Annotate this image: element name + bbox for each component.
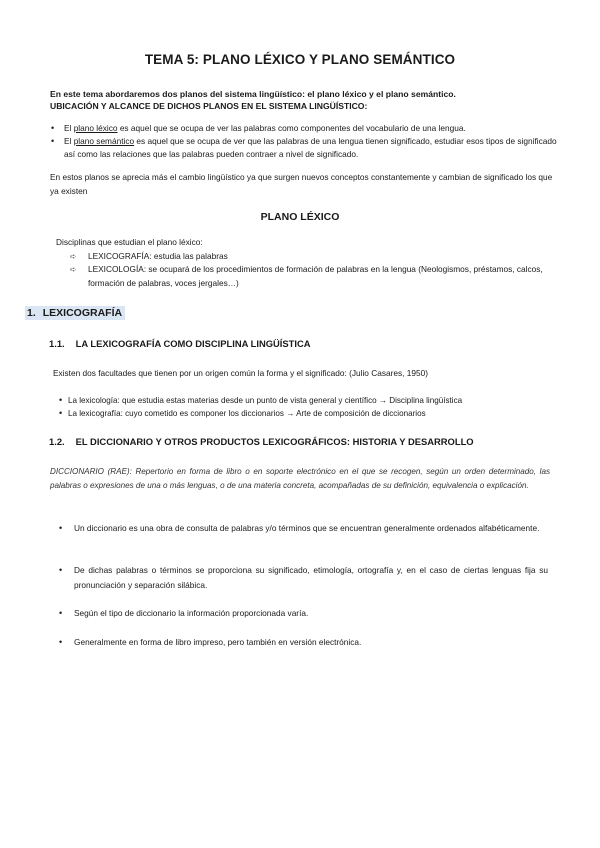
intro-bullet-list <box>50 122 560 161</box>
intro-block <box>50 88 456 112</box>
list-item <box>50 122 560 135</box>
subsection-title: EL DICCIONARIO Y OTROS PRODUCTOS LEXICOGRÁFICOS: HISTORIA Y DESARROLLO <box>75 436 474 447</box>
list-item <box>58 563 548 592</box>
section-number: 1. <box>27 307 36 319</box>
list-item: • La lexicografía: cuyo cometido es componer los diccionarios → Arte de composición de diccionarios <box>58 407 558 420</box>
list-item <box>50 135 560 161</box>
bullet-text: El <box>64 123 74 133</box>
intro-paragraph: En estos planos se aprecia más el cambio lingüístico ya que surgen nuevos conceptos constantemente y cambian de significado los que ya existen <box>50 172 553 196</box>
arrow-icon: ➪ <box>70 265 77 275</box>
bullet-text: • De dichas palabras o términos se proporciona su significado, etimología, ortografía y, en el caso de ciertas lenguas fija su pronunciación y separación silábica. <box>58 563 548 592</box>
list-item: • La lexicología: que estudia estas materias desde un punto de vista general y científico → Disciplina lingüística <box>58 394 558 407</box>
bullet-text: • Generalmente en forma de libro impreso, pero también en versión electrónica. <box>58 635 548 650</box>
section-title: LEXICOGRAFÍA <box>42 307 123 319</box>
page-title: TEMA 5: PLANO LÉXICO Y PLANO SEMÁNTICO <box>144 52 456 67</box>
faculties-text: Existen dos facultades que tienen por un origen común la forma y el significado: (Julio Casares, 1950) <box>53 368 428 378</box>
item-text: LEXICOGRAFÍA: estudia las palabras <box>88 251 228 261</box>
section-heading-lexicografia <box>25 306 125 320</box>
term-plano-semantico: plano semántico <box>73 136 135 146</box>
term-plano-lexico: plano léxico <box>73 123 118 133</box>
disciplines-list <box>70 250 560 290</box>
list-item <box>58 521 548 536</box>
list-item <box>70 263 560 290</box>
list-item <box>70 250 560 263</box>
bullet-text: El <box>64 136 74 146</box>
heading-plano-lexico: PLANO LÉXICO <box>260 211 340 223</box>
bullet-text: • Un diccionario es una obra de consulta de palabras y/o términos que se encuentran generalmente ordenados alfabéticamente. <box>58 521 548 536</box>
bullet-text: • Según el tipo de diccionario la información proporcionada varía. <box>58 606 548 621</box>
subsection-heading-1-2 <box>49 436 474 447</box>
subsection-number: 1.2. <box>49 436 65 447</box>
subsection-number: 1.1. <box>49 338 65 349</box>
intro-subheading: UBICACIÓN Y ALCANCE DE DICHOS PLANOS EN EL SISTEMA LINGÜÍSTICO: <box>50 101 368 111</box>
list-item <box>58 606 548 621</box>
dictionary-definition: DICCIONARIO (RAE): Repertorio en forma de libro o en soporte electrónico en el que se recogen, según un orden determinado, las palabras o expresiones de una o más lenguas, o de una materia concreta, acompañadas de su definición, equivalencia o explicación. <box>50 467 550 490</box>
subsection-heading-1-1 <box>49 338 311 349</box>
item-text: LEXICOLOGÍA: se ocupará de los procedimientos de formación de palabras en la lengua (Neologismos, préstamos, calcos, formación de palabras, voces jergales…) <box>88 264 543 288</box>
intro-line: En este tema abordaremos dos planos del sistema lingüístico: el plano léxico y el plano semántico. <box>50 89 456 99</box>
disciplines-label: Disciplinas que estudian el plano léxico: <box>56 237 203 247</box>
bullet-text: es aquel que se ocupa de ver que las palabras de una lengua tienen significado, estudiar esos tipos de significado así como las relaciones que las palabras pueden contraer a nivel de significado. <box>64 136 557 159</box>
faculties-list <box>58 394 558 420</box>
arrow-icon: ➪ <box>70 252 77 261</box>
list-item <box>58 635 548 650</box>
subsection-title: LA LEXICOGRAFÍA COMO DISCIPLINA LINGÜÍSTICA <box>75 338 311 349</box>
bullet-text: es aquel que se ocupa de ver las palabras como componentes del vocabulario de una lengua. <box>117 123 466 133</box>
